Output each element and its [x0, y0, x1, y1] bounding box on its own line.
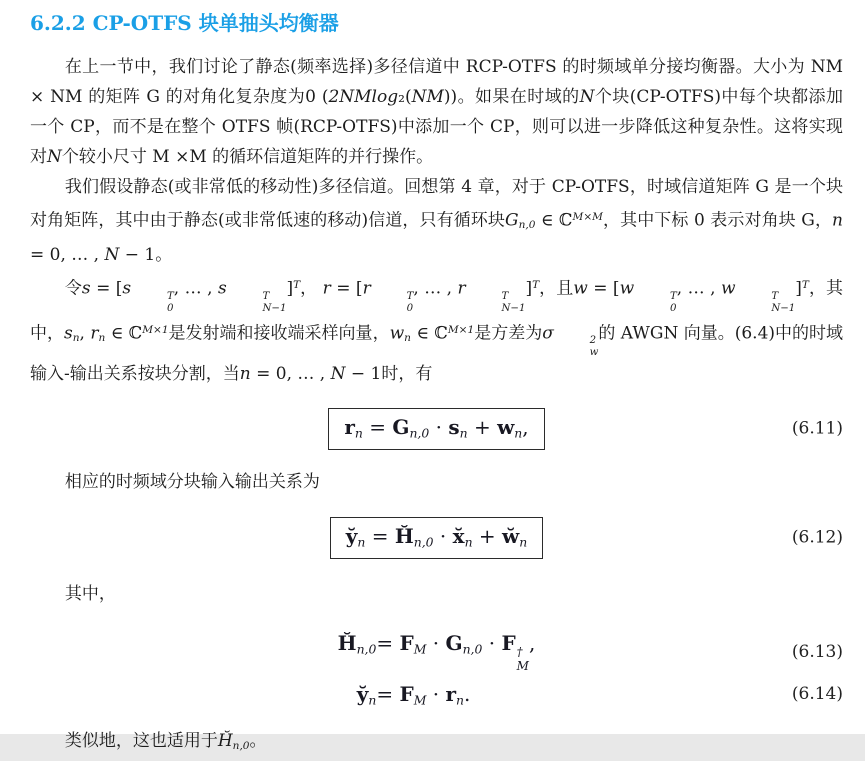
spacer — [30, 708, 843, 726]
equation-6-12-number: (6.12) — [791, 527, 843, 548]
equation-6-13-rhs: = FM · Gn,0 · F † M , — [376, 630, 536, 674]
equation-6-11-number: (6.11) — [791, 418, 843, 439]
equation-group-6-13-6-14 — [30, 631, 843, 708]
paragraph-vector-definitions: 令s = [s T 0 , … , s T N−1 ]$^T$， r = [r T 0 , … , r T N−1 ]$^T$，且w = [w T 0 , … , w T N−1 ]$^T$，其中，sn, rn ∈ ℂ$^{M\times 1}$是发射端和接收端采样向量，wn ∈ ℂ$^{M\times 1}$是方差为σ 2 w 的 AWGN 向量。(6.4)中的时域输入-输出关系按块分割，当n = 0, … , N − 1时，有 — [30, 278, 844, 384]
equation-6-11-body: rn = Gn,0 · sn + wn, — [328, 408, 544, 450]
paragraph-tf-relation-lead: 相应的时频域分块输入输出关系为 — [64, 471, 320, 492]
spacer — [30, 563, 843, 579]
equation-6-14-rhs: = FM · rn. — [376, 682, 471, 708]
equation-6-12-body: y̆n = H̆n,0 · x̆n + w̆n — [330, 517, 544, 559]
section-heading: 6.2.2 CP-OTFS 块单抽头均衡器 — [30, 11, 339, 35]
paragraph-channel-assumption: 我们假设静态(或非常低的移动性)多径信道。回想第 4 章，对于 CP-OTFS，时域信道矩阵 G 是一个块对角矩阵，其中由于静态(或非常低速的移动)信道，只有循环块Gn,0 ∈ ℂ$^{M\times M}$，其中下标 0 表示对角块 G，n = 0, … , N − 1。 — [30, 177, 843, 266]
paragraph-intro: 在上一节中，我们讨论了静态(频率选择)多径信道中 RCP-OTFS 的时频域单分接均衡器。大小为 NM × NM 的矩阵 G 的对角化复杂度为0 (2NMlog₂(NM))。如果在时域的N个块(CP-OTFS)中每个块都添加一个 CP，而不是在整个 OTFS 帧(RCP-OTFS)中添加一个 CP，则可以进一步降低这种复杂性。这将实现对N个较小尺寸 M ×M 的循环信道矩阵的并行操作。 — [30, 57, 843, 167]
paragraph-similarly: 类似地，这也适用于H̆n,0。 — [64, 730, 267, 752]
paragraph-where-lead: 其中， — [64, 583, 116, 604]
equation-6-11 — [30, 405, 843, 453]
spacer — [30, 453, 843, 467]
equation-6-14-lhs: y̆n — [356, 682, 377, 708]
equation-6-12 — [30, 513, 843, 563]
equation-6-13-number: (6.13) — [791, 641, 843, 662]
equation-6-14-number: (6.14) — [791, 684, 843, 705]
equation-6-13-lhs: H̆n,0 — [337, 630, 377, 657]
